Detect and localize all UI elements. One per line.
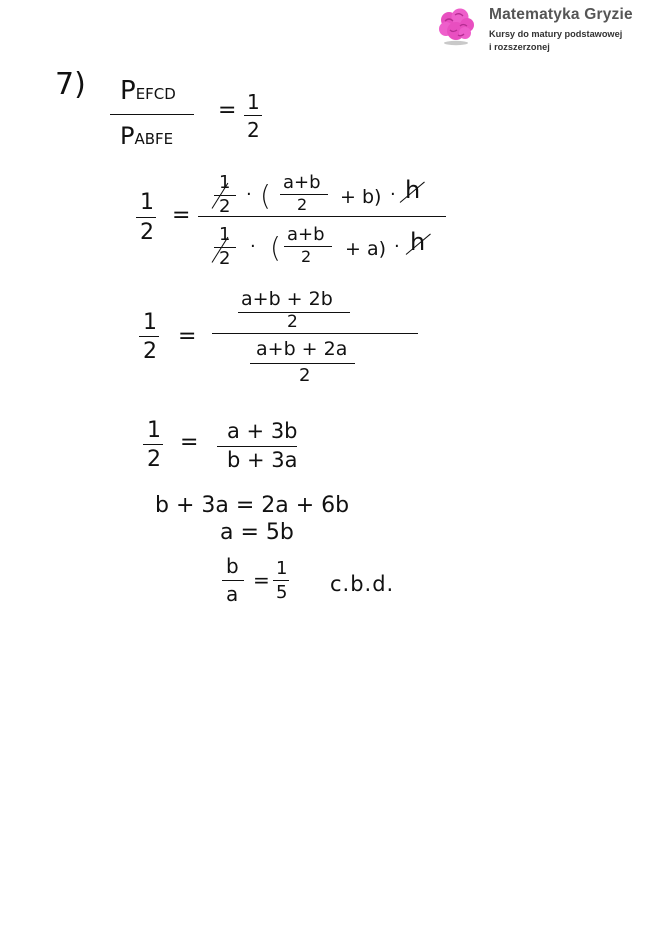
fraction-bar [217, 446, 297, 447]
half-numerator: 1 [140, 190, 154, 215]
lower-numerator: a+b + 2a [256, 338, 348, 360]
fraction-bar [143, 444, 163, 445]
half-denominator: 2 [219, 196, 231, 217]
main-fraction-bar [198, 216, 446, 217]
pink-brain-icon [436, 6, 476, 46]
fraction-numerator: a+b [283, 172, 321, 193]
height-h: h [405, 176, 421, 204]
height-h: h [410, 228, 426, 256]
main-fraction-bar [212, 333, 418, 334]
equals-sign: = [172, 203, 191, 228]
qed-mark: c.b.d. [330, 572, 395, 596]
equation-line-5: b + 3a = 2a + 6b [155, 493, 350, 518]
fraction-bar [244, 115, 262, 116]
equals-sign: = [218, 98, 237, 123]
half-denominator: 2 [143, 339, 157, 364]
area-symbol: P [120, 76, 136, 106]
open-paren: ( [260, 179, 271, 212]
half-numerator: 1 [219, 172, 231, 193]
ratio-numerator: a + 3b [227, 419, 298, 443]
fraction-denominator: 2 [301, 247, 312, 266]
ratio-denominator: b + 3a [227, 448, 298, 472]
upper-denominator: 2 [287, 312, 298, 332]
area-symbol: P [120, 122, 135, 150]
multiply-dot: · [390, 184, 396, 205]
fraction-bar [222, 580, 244, 581]
upper-numerator: a+b + 2b [241, 288, 333, 310]
brand-header [436, 4, 662, 56]
half-numerator: 1 [247, 90, 260, 114]
half-denominator: 2 [147, 447, 161, 472]
fraction-bar [250, 363, 355, 364]
half-numerator: 1 [143, 310, 157, 335]
half-numerator: 1 [219, 224, 231, 245]
area-abfe [120, 124, 173, 148]
result-denominator: a [226, 582, 239, 606]
brand-tagline-line1: Kursy do matury podstawowej [489, 29, 623, 39]
area-subscript-efcd: EFCD [135, 85, 176, 103]
brand-name: Matematyka Gryzie [489, 6, 633, 23]
fraction-bar [273, 580, 289, 581]
half-denominator: 2 [219, 248, 231, 269]
multiply-dot: · [250, 236, 256, 257]
fifth-numerator: 1 [276, 558, 288, 579]
fraction-bar [136, 217, 156, 218]
fraction-bar [110, 114, 194, 115]
half-denominator: 2 [247, 118, 260, 142]
fraction-numerator: a+b [287, 224, 325, 245]
equals-sign: = [178, 324, 197, 349]
problem-number: 7) [55, 67, 86, 102]
fraction-denominator: 2 [297, 195, 308, 214]
area-subscript-abfe: ABFE [134, 130, 174, 148]
multiply-dot: · [246, 184, 252, 205]
half-denominator: 2 [140, 220, 154, 245]
equals-sign: = [180, 430, 199, 455]
fraction-bar [139, 336, 159, 337]
tail-term: + a) [345, 238, 387, 260]
fifth-denominator: 5 [276, 582, 288, 603]
result-numerator: b [226, 554, 239, 578]
brand-tagline [489, 28, 664, 53]
area-efcd [120, 78, 176, 104]
open-paren: ( [270, 231, 281, 264]
half-numerator: 1 [147, 418, 161, 443]
tail-term: + b) [340, 186, 382, 208]
brand-tagline-line2: i rozszerzonej [489, 41, 550, 52]
equation-line-6: a = 5b [220, 520, 294, 545]
lower-denominator: 2 [299, 365, 311, 386]
multiply-dot: · [394, 236, 400, 257]
equals-sign: = [253, 568, 270, 592]
